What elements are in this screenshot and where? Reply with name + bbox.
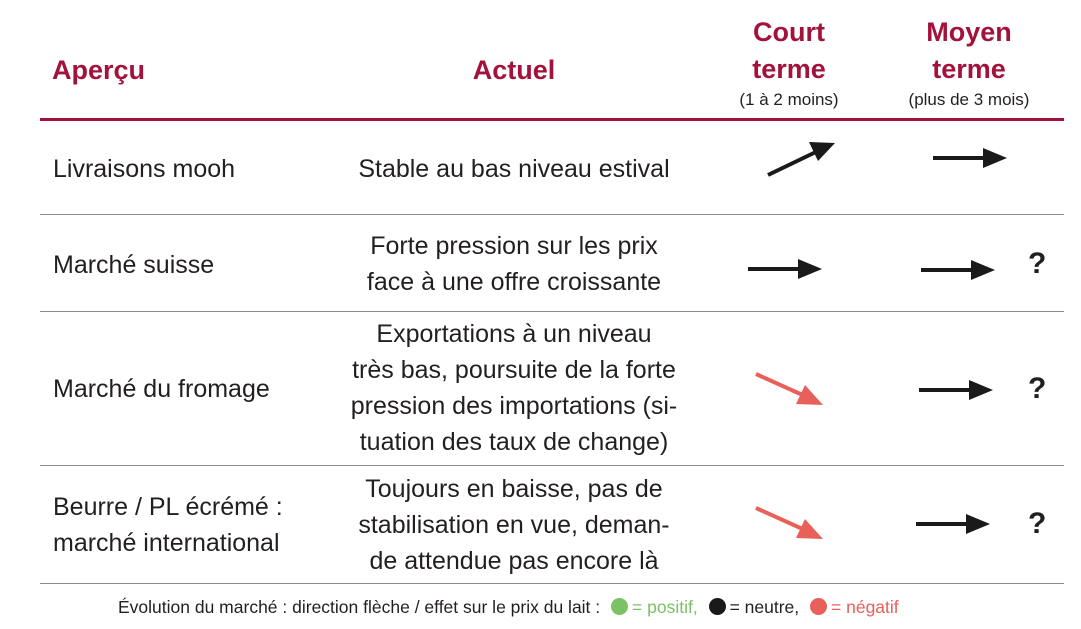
row-1-label: Livraisons mooh	[53, 155, 236, 183]
header-short-term-line1: Court	[753, 17, 825, 47]
neutral-dot-icon	[709, 598, 726, 615]
row-3-medium-term-arrow-neutral-icon	[916, 378, 996, 402]
row-4-current: Toujours en baisse, pas de stabilisation en vue, deman- de attendue pas encore là	[358, 475, 670, 575]
row-3-current: Exportations à un niveau très bas, poursuite de la forte pression des importations (si- tuation des taux de change)	[350, 320, 678, 456]
negative-dot-icon	[810, 598, 827, 615]
row-1-current: Stable au bas niveau estival	[358, 155, 670, 183]
header-medium-term-line2: terme	[932, 54, 1006, 84]
header-medium-term	[884, 14, 1054, 112]
row-2-label: Marché suisse	[53, 251, 215, 279]
header-overview	[52, 52, 145, 89]
legend-text: Évolution du marché : direction flèche / effet sur le prix du lait :	[118, 597, 601, 617]
row-divider-1	[40, 214, 1064, 215]
row-2-current: Forte pression sur les prix face à une offre croissante	[366, 232, 662, 296]
header-divider	[40, 118, 1064, 121]
header-medium-term-sub: (plus de 3 mois)	[908, 90, 1030, 109]
row-2-medium-term-arrow-neutral-icon	[918, 258, 998, 282]
row-2-uncertain-mark: ?	[1028, 247, 1047, 280]
row-2-short-term-arrow-neutral-icon	[745, 257, 825, 281]
row-1-medium-term-arrow-neutral-icon	[930, 146, 1010, 170]
header-medium-term-line1: Moyen	[926, 17, 1012, 47]
header-current-label: Actuel	[472, 55, 556, 85]
header-short-term-line2: terme	[752, 54, 826, 84]
header-current	[414, 52, 614, 89]
row-3-uncertain-mark: ?	[1028, 372, 1047, 405]
row-3-short-term-arrow-down-icon	[752, 368, 832, 413]
legend-positive: = positif,	[632, 597, 698, 617]
row-4-short-term-arrow-down-icon	[752, 502, 832, 547]
row-4-label: Beurre / PL écrémé : marché international	[53, 493, 283, 557]
row-4-uncertain-mark: ?	[1028, 507, 1047, 540]
legend-neutral: = neutre,	[729, 597, 800, 617]
positive-dot-icon	[611, 598, 628, 615]
header-overview-label: Aperçu	[52, 55, 146, 85]
header-short-term	[709, 14, 869, 112]
row-3-label: Marché du fromage	[53, 375, 270, 403]
row-1-short-term-arrow-up-icon	[764, 137, 844, 182]
row-divider-4	[40, 583, 1064, 584]
row-divider-2	[40, 311, 1064, 312]
legend	[118, 595, 899, 619]
legend-negative: = négatif	[831, 597, 899, 617]
row-divider-3	[40, 465, 1064, 466]
header-short-term-sub: (1 à 2 moins)	[739, 90, 839, 109]
row-4-medium-term-arrow-neutral-icon	[913, 512, 993, 536]
